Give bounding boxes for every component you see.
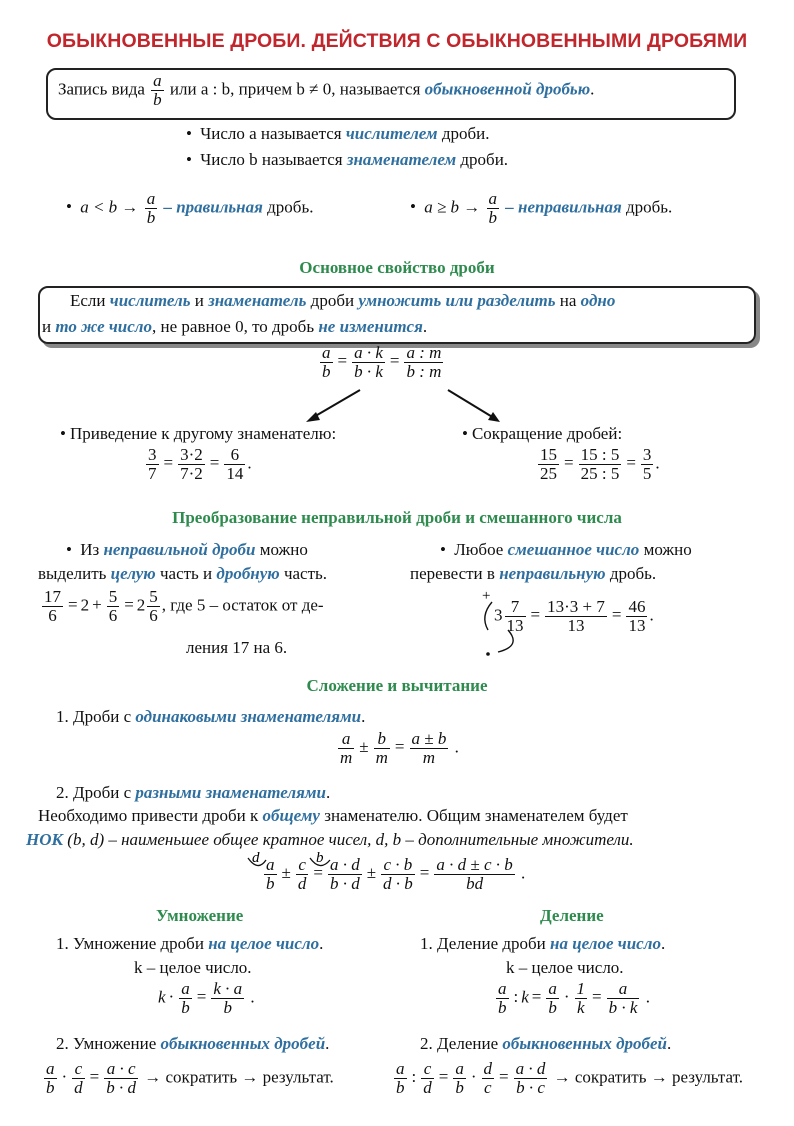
multiply-item-1: 1. Умножение дроби на целое число. xyxy=(56,934,324,953)
section-divide: Деление xyxy=(540,906,604,925)
divide-item-2: 2. Деление обыкновенных дробей. xyxy=(420,1034,672,1053)
multiply-fractions-formula: $\frac{a}{b}$ · $\frac{c}{d}$ = $\frac{a \cdot c}{b \cdot d}$ → сократить → результат. xyxy=(46,1059,334,1097)
fraction-a-over-b: $\frac{a}{b}$ xyxy=(153,71,162,109)
page-title: ОБЫКНОВЕННЫЕ ДРОБИ. ДЕЙСТВИЯ С ОБЫКНОВЕННЫМИ ДРОБЯМИ xyxy=(46,30,748,52)
divide-fractions-formula: $\frac{a}{b}$ : $\frac{c}{d}$ = $\frac{a}{b}$ · $\frac{d}{c}$ = $\frac{a \cdot d}{b \cdot c}$ → сократить → результат. xyxy=(396,1059,744,1097)
definition-line: Запись вида $\frac{a}{b}$ или a : b, причем b ≠ 0, называется обыкновенной дробью. xyxy=(58,71,595,109)
conversion-right-formula: 3 $\frac{7}{13}$ = $\frac{13\cdot 3 + 7}{13}$ = $\frac{46}{13}$ . xyxy=(494,597,654,635)
conversion-left-line-2: выделить целую часть и дробную часть. xyxy=(38,564,328,583)
addsub-item-1: 1. Дроби с одинаковыми знаменателями. xyxy=(56,707,366,726)
reduce-common-formula: $\frac{3}{7}$ = $\frac{3\cdot 2}{7\cdot 2}$ = $\frac{6}{14}$ . xyxy=(148,445,252,483)
reduce-common-label: • Приведение к другому знаменателю: xyxy=(60,424,336,444)
section-addsub: Сложение и вычитание xyxy=(306,676,488,695)
divide-item-1: 1. Деление дроби на целое число. xyxy=(420,934,666,953)
multiply-integer-formula: k · $\frac{a}{b}$ = $\frac{k \cdot a}{b}$ . xyxy=(158,979,255,1017)
addsub-line-4: НОК (b, d) – наименьшее общее кратное чисел, d, b – дополнительные множители. xyxy=(26,830,634,849)
addsub-item-2: 2. Дроби с разными знаменателями. xyxy=(56,783,331,802)
reduction-label: • Сокращение дробей: xyxy=(462,424,622,444)
multiply-k-note: k – целое число. xyxy=(134,958,252,977)
basic-property-formula: $\frac{a}{b}$ = $\frac{a \cdot k}{b \cdot k}$ = $\frac{a : m}{b : m}$ xyxy=(322,343,442,381)
section-multiply: Умножение xyxy=(156,906,244,925)
arrows-svg xyxy=(290,386,520,426)
addsub-different-denominator-formula: $\frac{a}{b}$ ± $\frac{c}{d}$ = $\frac{a \cdot d}{b \cdot d}$ ± $\frac{c \cdot b}{d \cdot b}$ = $\frac{a \cdot d \pm c \cdot b}{bd}$ . xyxy=(266,855,526,893)
conversion-right-line-1: • Любое смешанное число можно xyxy=(440,540,692,560)
svg-text:d: d xyxy=(252,850,260,866)
term-numerator: • Число a называется числителем дроби. xyxy=(186,124,489,144)
multiply-item-2: 2. Умножение обыкновенных дробей. xyxy=(56,1034,330,1053)
section-basic-property: Основное свойство дроби xyxy=(299,258,495,277)
divide-integer-formula: $\frac{a}{b}$ : k = $\frac{a}{b}$ · $\frac{1}{k}$ = $\frac{a}{b \cdot k}$ . xyxy=(498,979,650,1017)
addsub-line-3: Необходимо привести дроби к общему знаменателю. Общим знаменателем будет xyxy=(38,806,628,825)
divide-k-note: k – целое число. xyxy=(506,958,624,977)
improper-fraction-rule: • a ≥ b → $\frac{a}{b}$ – неправильная дробь. xyxy=(410,190,672,227)
conversion-left-note: ления 17 на 6. xyxy=(186,638,288,657)
addsub-same-denominator-formula: $\frac{a}{m}$ ± $\frac{b}{m}$ = $\frac{a \pm b}{m}$ . xyxy=(340,729,459,767)
svg-text:+: + xyxy=(482,588,491,604)
section-conversion: Преобразование неправильной дроби и смешанного числа xyxy=(172,508,622,527)
term-denominator: • Число b называется знаменателем дроби. xyxy=(186,150,508,170)
conversion-right-line-2: перевести в неправильную дробь. xyxy=(410,564,657,583)
basic-property-line-2: и то же число, не равное 0, то дробь не изменится. xyxy=(42,317,428,336)
reduction-formula: $\frac{15}{25}$ = $\frac{15 : 5}{25 : 5}$ = $\frac{3}{5}$ . xyxy=(540,445,660,483)
conversion-left-line-1: • Из неправильной дроби можно xyxy=(66,540,308,560)
basic-property-line-1: Если числитель и знаменатель дроби умножить или разделить на одно xyxy=(70,291,616,310)
proper-fraction-rule: • a < b → $\frac{a}{b}$ – правильная дробь. xyxy=(66,190,313,227)
conversion-left-formula: $\frac{17}{6}$ = 2 + $\frac{5}{6}$ = 2 $\frac{5}{6}$ , где 5 – остаток от де- xyxy=(44,587,324,625)
svg-text:b: b xyxy=(316,850,324,866)
